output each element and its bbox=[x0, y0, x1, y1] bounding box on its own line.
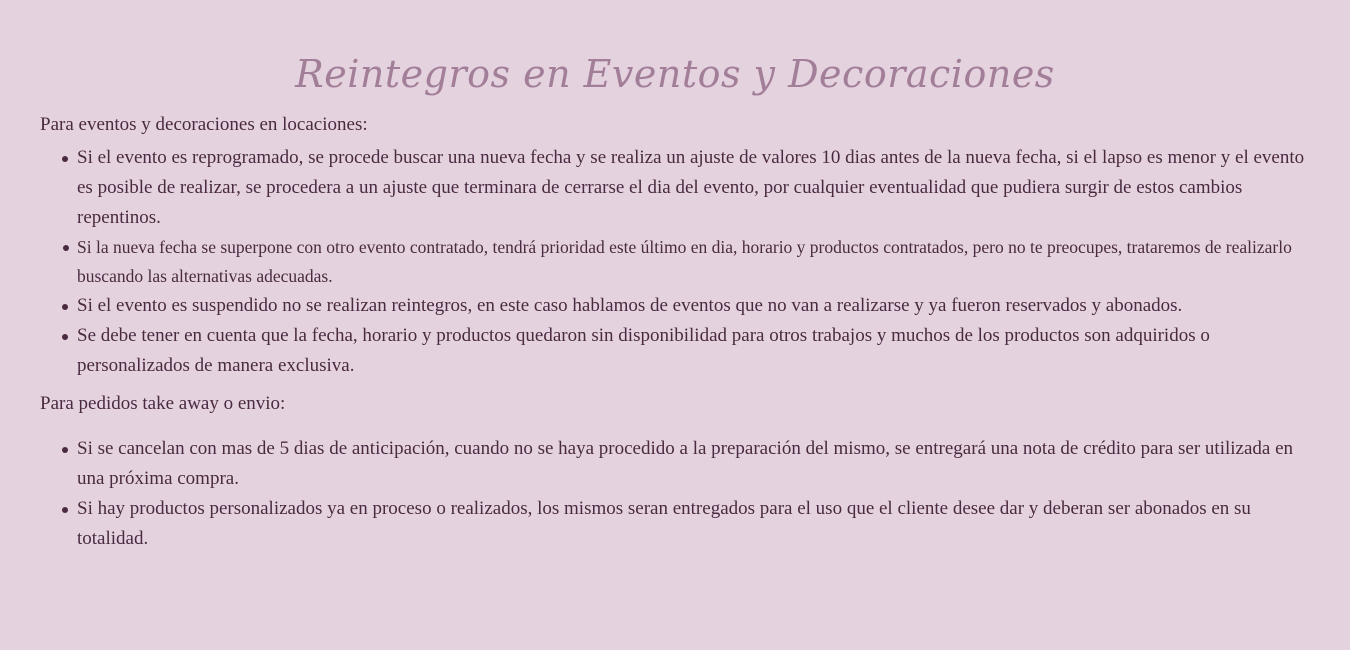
bullet-icon bbox=[62, 334, 68, 340]
section-heading-takeaway: Para pedidos take away o envio: bbox=[40, 393, 286, 414]
bullet-icon bbox=[63, 245, 69, 251]
list-item-text: Si la nueva fecha se superpone con otro evento contratado, tendrá prioridad este último en dia, horario y productos contratados, pero no te preocupes, trataremos de realizarlo buscando las alternativas adecuadas. bbox=[77, 237, 1292, 286]
list-item-text: Si el evento es suspendido no se realizan reintegros, en este caso hablamos de eventos que no van a realizarse y ya fueron reservados y abonados. bbox=[77, 295, 1183, 316]
list-item-text: Si se cancelan con mas de 5 dias de anticipación, cuando no se haya procedido a la preparación del mismo, se entregará una nota de crédito para ser utilizada en una próxima compra. bbox=[77, 438, 1294, 489]
events-policy-list bbox=[40, 143, 1310, 381]
takeaway-policy-list bbox=[40, 434, 1310, 554]
list-item-text: Se debe tener en cuenta que la fecha, horario y productos quedaron sin disponibilidad para otros trabajos y muchos de los productos son adquiridos o personalizados de manera exclusiva. bbox=[77, 325, 1210, 376]
list-item-text: Si hay productos personalizados ya en proceso o realizados, los mismos seran entregados para el uso que el cliente desee dar y deberan ser abonados en su totalidad. bbox=[77, 498, 1251, 549]
bullet-icon bbox=[62, 304, 68, 310]
section-heading-events: Para eventos y decoraciones en locaciones: bbox=[40, 114, 368, 135]
bullet-icon bbox=[62, 156, 68, 162]
list-item bbox=[77, 321, 1310, 381]
list-item bbox=[77, 494, 1310, 554]
list-item bbox=[77, 291, 1310, 321]
list-item bbox=[77, 434, 1310, 494]
list-item bbox=[77, 143, 1310, 233]
page-title: Reintegros en Eventos y Decoraciones bbox=[295, 52, 1055, 96]
list-item-text: Si el evento es reprogramado, se procede buscar una nueva fecha y se realiza un ajuste de valores 10 dias antes de la nueva fecha, si el lapso es menor y el evento es posible de realizar, se procedera a un ajuste que terminara de cerrarse el dia del evento, por cualquier eventualidad que pudiera surgir de estos cambios repentinos. bbox=[77, 147, 1305, 228]
bullet-icon bbox=[62, 447, 68, 453]
list-item bbox=[77, 233, 1310, 291]
bullet-icon bbox=[62, 507, 68, 513]
